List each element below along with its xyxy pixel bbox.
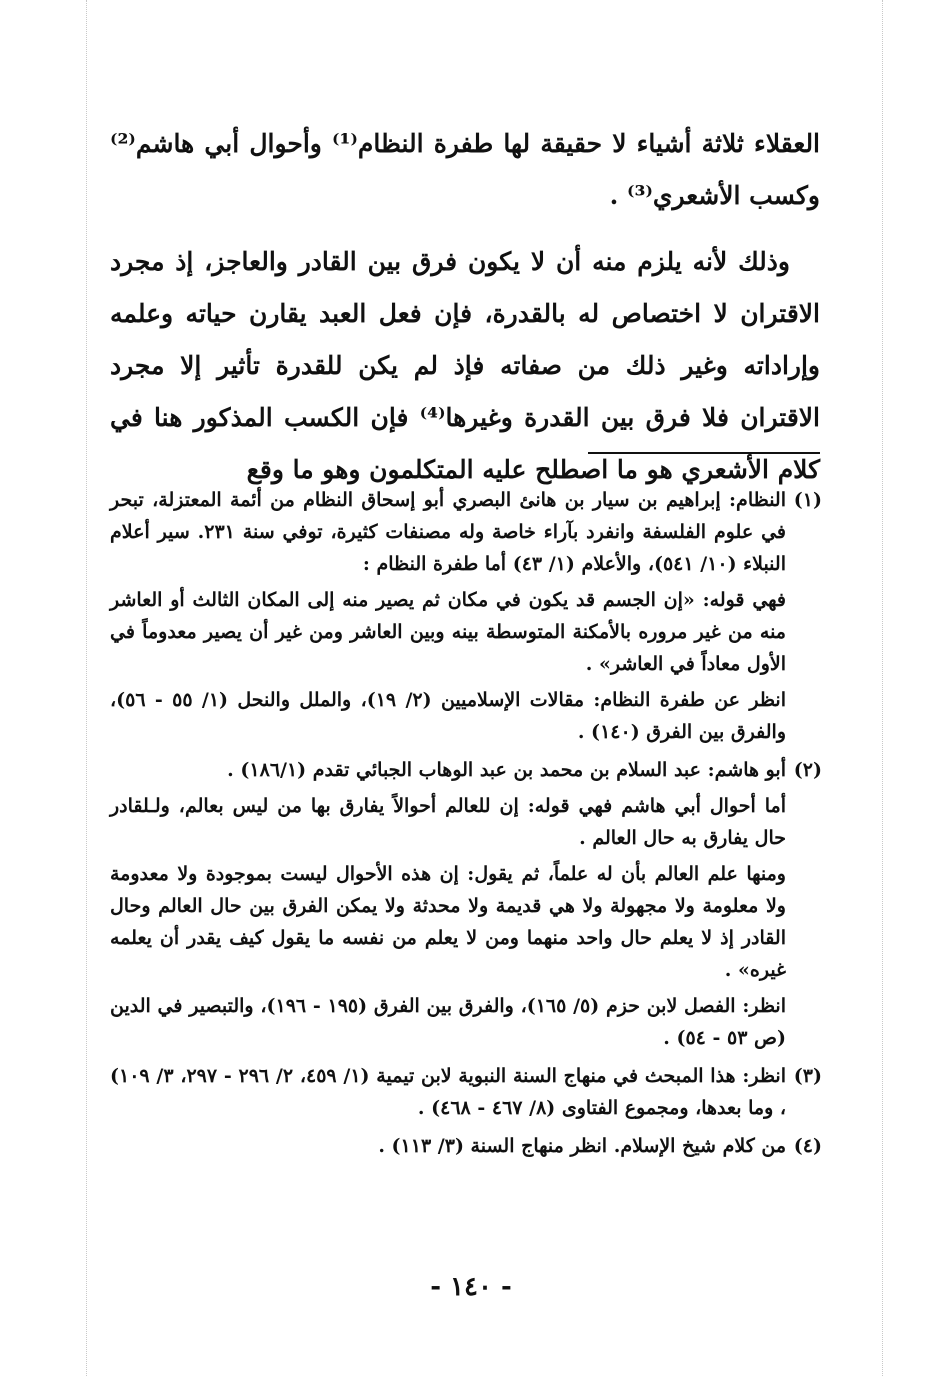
main-paragraph-1: العقلاء ثلاثة أشياء لا حقيقة لها طفرة النظام⁽¹⁾ وأحوال أبي هاشم⁽²⁾ وكسب الأشعري⁽³⁾ . bbox=[110, 129, 821, 210]
footnote-paragraph: من كلام شيخ الإسلام. انظر منهاج السنة (٣/ ١١٣) . bbox=[378, 1135, 786, 1157]
footnote-number: (٤) bbox=[793, 1135, 822, 1157]
footnote-separator-rule bbox=[588, 452, 820, 454]
footnote-paragraph: أما أحوال أبي هاشم فهي قوله: إن للعالم أحوالاً يفارق بها من ليس بعالم، ولـلقادر حال يفارق به حال العالم . bbox=[110, 795, 786, 849]
left-margin-dotted-line bbox=[86, 0, 87, 1376]
footnote-4 bbox=[110, 1130, 822, 1166]
footnote-paragraph: النظام: إبراهيم بن سيار بن هانئ البصري أبو إسحاق النظام من أئمة المعتزلة، تبحر في علوم الفلسفة وانفرد بآراء خاصة وله مصنفات كثيرة، توفي سنة ٢٣١. سير أعلام النبلاء (١٠/ ٥٤١)، والأعلام (١/ ٤٣) أما طفرة النظام : bbox=[110, 489, 786, 575]
footnote-3 bbox=[110, 1060, 822, 1128]
page-number: - ١٤٠ - bbox=[430, 1272, 512, 1302]
footnote-number: (١) bbox=[793, 489, 822, 511]
footnote-number: (٣) bbox=[793, 1065, 822, 1087]
footnote-paragraph: انظر عن طفرة النظام: مقالات الإسلاميين (٢/ ١٩)، والملل والنحل (١/ ٥٥ - ٥٦)، والفرق بين الفرق (١٤٠) . bbox=[110, 689, 786, 743]
right-margin-dotted-line bbox=[882, 0, 883, 1376]
footnotes bbox=[110, 484, 822, 1168]
footnote-paragraph: ومنها علم العالم بأن له علماً، ثم يقول: إن هذه الأحوال ليست بموجودة ولا معدومة ولا معلومة ولا مجهولة ولا هي قديمة ولا محدثة ولا يمكن الفرق بين حال العالم وحال القادر إذ لا يعلم حال واحد منهما ومن لا يعلم من نفسه ما يقول كيف يقدر أن يعلمه غيره» . bbox=[110, 863, 786, 981]
main-paragraph-2: وذلك لأنه يلزم منه أن لا يكون فرق بين القادر والعاجز، إذ مجرد الاقتران لا اختصاص له بالقدرة، فإن فعل العبد يقارن حياته وعلمه وإراداته وغير ذلك من صفاته فإذ لم يكن للقدرة تأثير إلا مجرد الاقتران فلا فرق بين القدرة وغيرها⁽⁴⁾ فإن الكسب المذكور هنا في كلام الأشعري هو ما اصطلح عليه المتكلمون وهو ما وقع bbox=[110, 247, 820, 484]
footnote-2 bbox=[110, 754, 822, 1058]
footnote-paragraph: انظر: هذا المبحث في منهاج السنة النبوية لابن تيمية (١/ ٤٥٩، ٢/ ٢٩٦ - ٢٩٧، ٣/ ١٠٩) ، وما بعدها، ومجموع الفتاوى (٨/ ٤٦٧ - ٤٦٨) . bbox=[110, 1065, 786, 1119]
footnote-paragraph: انظر: الفصل لابن حزم (٥/ ١٦٥)، والفرق بين الفرق (١٩٥ - ١٩٦)، والتبصير في الدين (ص ٥٣ - ٥٤) . bbox=[110, 995, 786, 1049]
footnote-number: (٢) bbox=[793, 759, 822, 781]
footnote-paragraph: أبو هاشم: عبد السلام بن محمد بن عبد الوهاب الجبائي تقدم (١٨٦/١) . bbox=[227, 759, 786, 781]
footnote-1 bbox=[110, 484, 822, 752]
footnote-paragraph: فهي قوله: «إن الجسم قد يكون في مكان ثم يصير منه إلى المكان الثالث أو العاشر منه من غير مروره بالأمكنة المتوسطة بينه وبين العاشر ومن غير أن يصير معدوماً في الأول معاداً في العاشر» . bbox=[110, 589, 786, 675]
